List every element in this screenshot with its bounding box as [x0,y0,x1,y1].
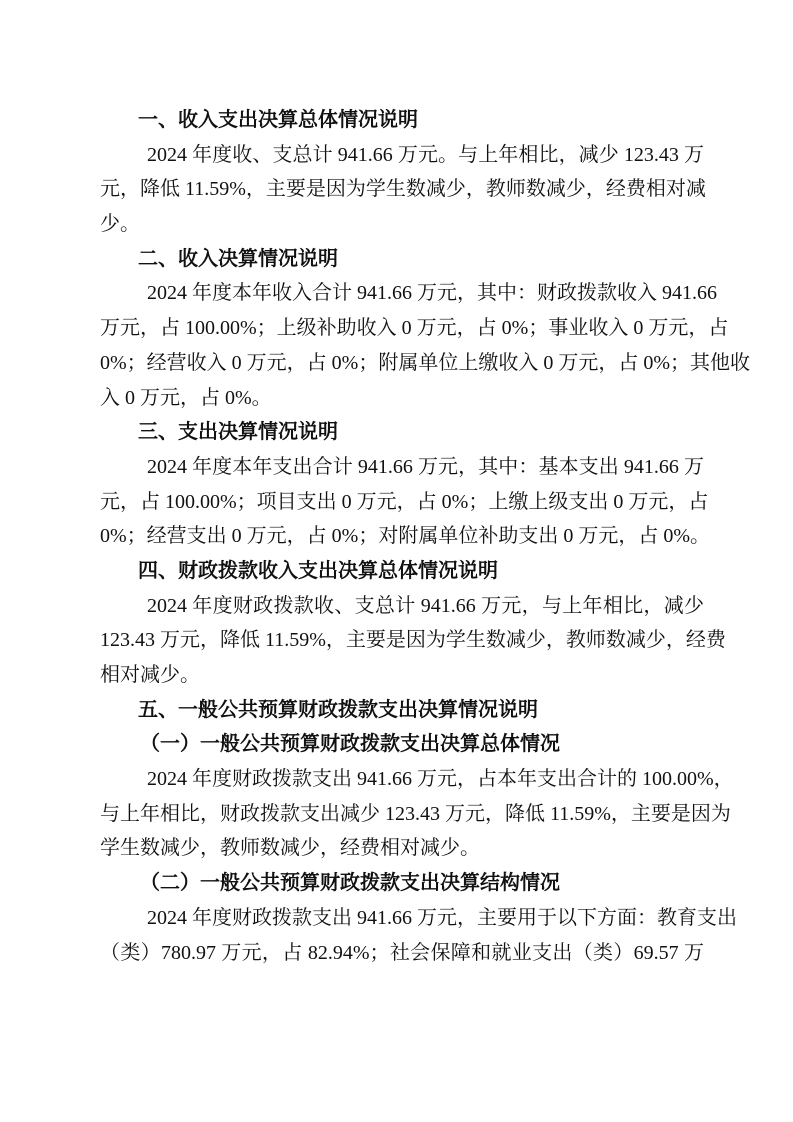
paragraph-line: （类）780.97 万元，占 82.94%；社会保障和就业支出（类）69.57 万 [100,941,704,964]
paragraph-line: 2024 年度本年支出合计 941.66 万元，其中：基本支出 941.66 万 [147,455,704,478]
paragraph-line: 2024 年度财政拨款支出 941.66 万元，占本年支出合计的 100.00%， [147,768,734,791]
section-heading: 一、收入支出决算总体情况说明 [138,109,418,131]
paragraph-line: 少。 [100,213,140,236]
paragraph-line: 2024 年度本年收入合计 941.66 万元，其中：财政拨款收入 941.66 [147,282,717,305]
paragraph-line: 相对减少。 [100,664,200,686]
paragraph-line: 万元，占 100.00%；上级补助收入 0 万元，占 0%；事业收入 0 万元，占 [100,317,729,340]
paragraph-line: 0%；经营支出 0 万元，占 0%；对附属单位补助支出 0 万元，占 0%。 [100,525,710,548]
section-heading: 三、支出决算情况说明 [138,421,338,444]
section-heading: 五、一般公共预算财政拨款支出决算情况说明 [138,698,538,721]
paragraph-line: 2024 年度财政拨款收、支总计 941.66 万元，与上年相比，减少 [147,594,704,617]
document-page [100,103,750,970]
subsection-heading: （二）一般公共预算财政拨款支出决算结构情况 [140,872,560,895]
paragraph-line: 元，占 100.00%；项目支出 0 万元，占 0%；上缴上级支出 0 万元，占 [100,490,709,513]
section-heading: 四、财政拨款收入支出决算总体情况说明 [138,559,498,582]
paragraph-line: 学生数减少，教师数减少，经费相对减少。 [100,837,480,860]
section-heading: 二、收入决算情况说明 [138,247,338,270]
subsection-heading: （一）一般公共预算财政拨款支出决算总体情况 [140,733,560,756]
paragraph-line: 0%；经营收入 0 万元，占 0%；附属单位上缴收入 0 万元，占 0%；其他收 [100,351,750,374]
paragraph-line: 123.43 万元，降低 11.59%，主要是因为学生数减少，教师数减少，经费 [100,629,726,652]
paragraph-line: 入 0 万元，占 0%。 [100,386,272,409]
paragraph-line: 2024 年度收、支总计 941.66 万元。与上年相比，减少 123.43 万 [147,143,704,166]
paragraph-line: 元，降低 11.59%，主要是因为学生数减少，教师数减少，经费相对减 [100,178,706,201]
paragraph-line: 与上年相比，财政拨款支出减少 123.43 万元，降低 11.59%，主要是因为 [100,802,731,825]
paragraph-line: 2024 年度财政拨款支出 941.66 万元，主要用于以下方面：教育支出 [147,906,737,929]
